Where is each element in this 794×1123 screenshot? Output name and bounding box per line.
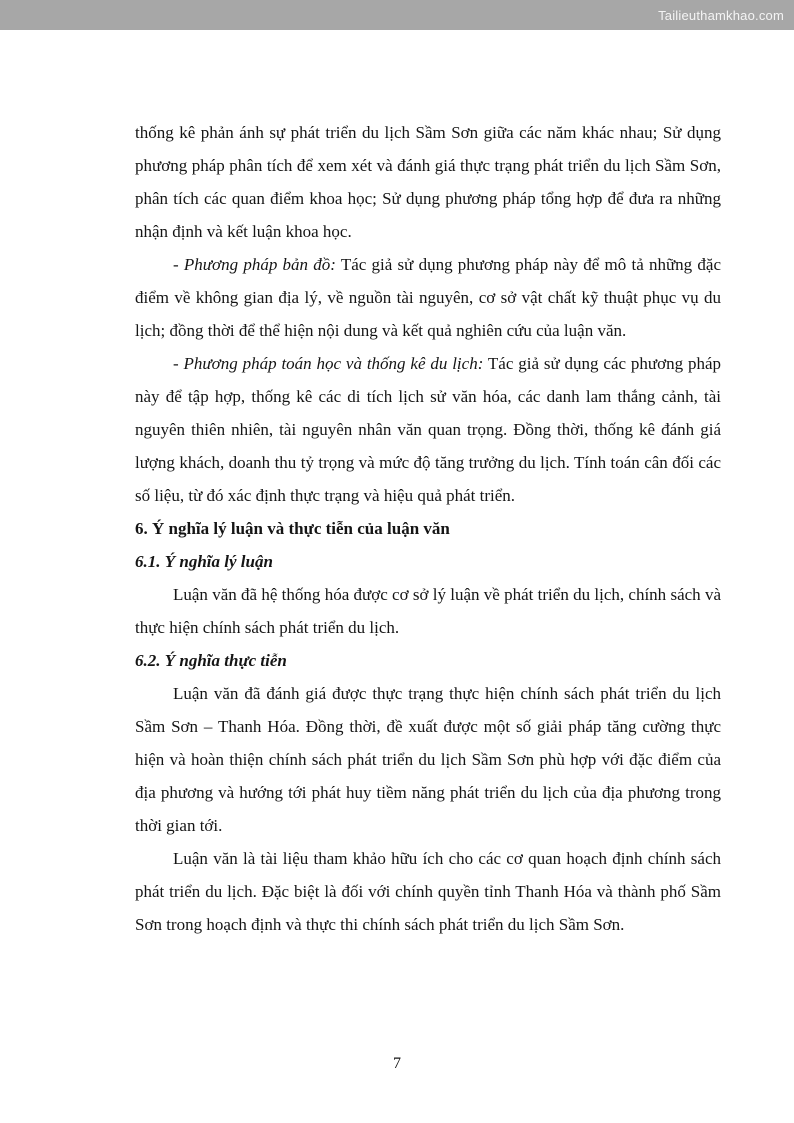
- paragraph-text: thống kê phản ánh sự phát triển du lịch Sầm Sơn giữa các năm khác nhau; Sử dụng phương pháp phân tích để xem xét và đánh giá thực trạng phát triển du lịch Sầm Sơn, phân tích các quan điểm khoa học; Sử dụng phương pháp tổng hợp để đưa ra những nhận định và kết luận khoa học.: [135, 123, 721, 241]
- paragraph-lead-italic: - Phương pháp toán học và thống kê du lịch:: [173, 354, 484, 373]
- watermark-bar: [0, 0, 794, 30]
- section-heading: 6. Ý nghĩa lý luận và thực tiễn của luận văn: [135, 519, 450, 538]
- subsection-heading: 6.1. Ý nghĩa lý luận: [135, 552, 273, 571]
- paragraph: [135, 677, 721, 842]
- page-body-text: [135, 116, 721, 941]
- paragraph: [135, 248, 721, 347]
- paragraph: [135, 842, 721, 941]
- page-footer: [0, 1055, 794, 1073]
- paragraph-text: Luận văn đã đánh giá được thực trạng thực hiện chính sách phát triển du lịch Sầm Sơn – Thanh Hóa. Đồng thời, đề xuất được một số giải pháp tăng cường thực hiện và hoàn thiện chính sách phát triển du lịch Sầm Sơn phù hợp với đặc điểm của địa phương và hướng tới phát huy tiềm năng phát triển du lịch của địa phương trong thời gian tới.: [135, 684, 721, 835]
- paragraph-lead-italic: - Phương pháp bản đồ:: [173, 255, 336, 274]
- paragraph-text: Tác giả sử dụng phương pháp này để mô tả những đặc điểm về không gian địa lý, về nguồn tài nguyên, cơ sở vật chất kỹ thuật phục vụ du lịch; đồng thời để thể hiện nội dung và kết quả nghiên cứu của luận văn.: [135, 255, 721, 340]
- paragraph-text: Luận văn đã hệ thống hóa được cơ sở lý luận về phát triển du lịch, chính sách và thực hiện chính sách phát triển du lịch.: [135, 585, 721, 637]
- paragraph: [135, 347, 721, 512]
- page-number: 7: [393, 1055, 401, 1072]
- paragraph: [135, 116, 721, 248]
- paragraph-text: Tác giả sử dụng các phương pháp này để tập hợp, thống kê các di tích lịch sử văn hóa, các danh lam thắng cảnh, tài nguyên thiên nhiên, tài nguyên nhân văn quan trọng. Đồng thời, thống kê đánh giá lượng khách, doanh thu tỷ trọng và mức độ tăng trưởng du lịch. Tính toán cân đối các số liệu, từ đó xác định thực trạng và hiệu quả phát triển.: [135, 354, 722, 505]
- subsection-heading: 6.2. Ý nghĩa thực tiễn: [135, 651, 287, 670]
- paragraph-text: Luận văn là tài liệu tham khảo hữu ích cho các cơ quan hoạch định chính sách phát triển du lịch. Đặc biệt là đối với chính quyền tỉnh Thanh Hóa và thành phố Sầm Sơn trong hoạch định và thực thi chính sách phát triển du lịch Sầm Sơn.: [135, 849, 721, 934]
- paragraph: [135, 578, 721, 644]
- watermark-text: Tailieuthamkhao.com: [658, 7, 784, 23]
